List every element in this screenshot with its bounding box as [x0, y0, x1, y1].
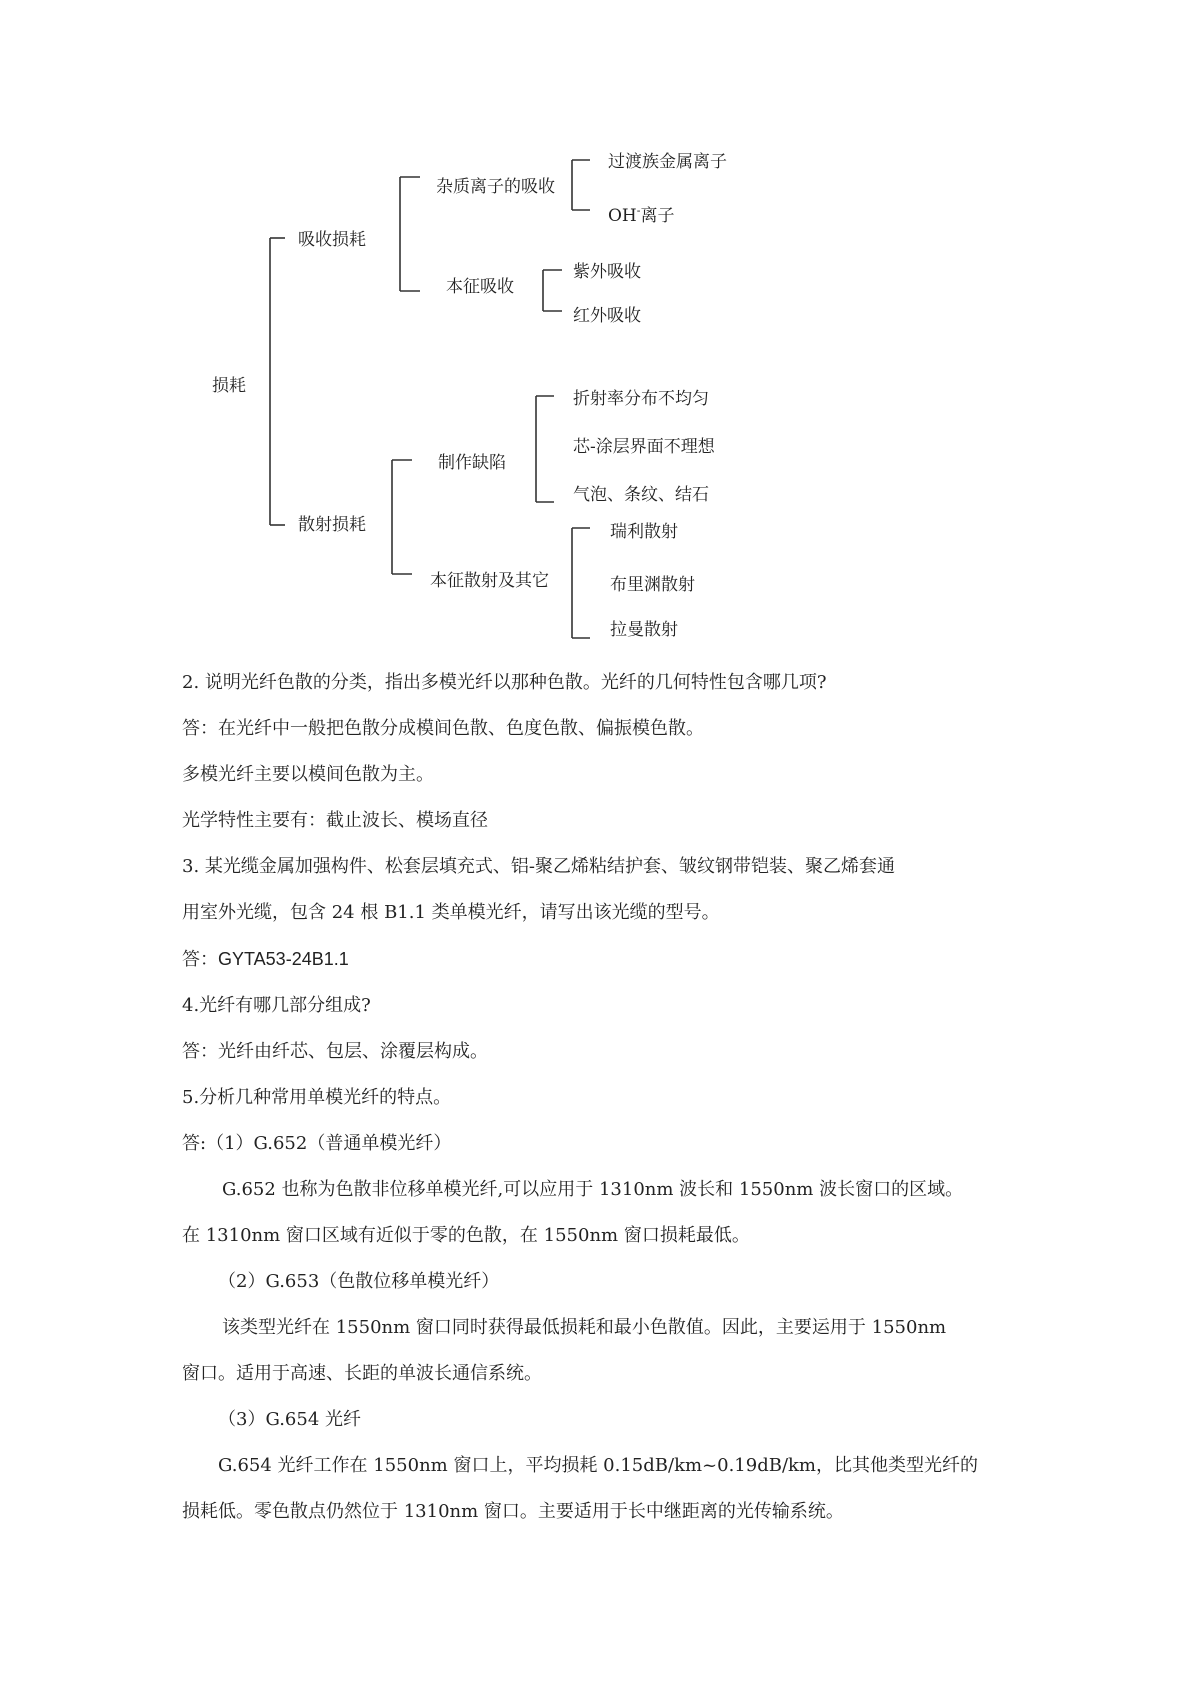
answer-5-para-1-line-1: G.652 也称为色散非位移单模光纤,可以应用于 1310nm 波长和 1550nm 波长窗口的区域。 — [222, 1179, 964, 1200]
answer-5-para-3-line-2: 损耗低。零色散点仍然位于 1310nm 窗口。主要适用于长中继距离的光传输系统。 — [182, 1501, 844, 1522]
intrinsic-absorption-label: 本征吸收 — [446, 277, 514, 297]
impurity-label: 杂质离子的吸收 — [436, 177, 555, 197]
question-4: 4.光纤有哪几部分组成? — [182, 995, 371, 1016]
uv-absorption-label: 紫外吸收 — [573, 262, 641, 282]
absorption-label: 吸收损耗 — [298, 230, 366, 250]
scattering-label: 散射损耗 — [298, 515, 366, 535]
bubbles-label: 气泡、条纹、结石 — [573, 485, 709, 505]
answer-5-para-3-line-1: G.654 光纤工作在 1550nm 窗口上，平均损耗 0.15dB/km~0.19dB/km，比其他类型光纤的 — [218, 1455, 978, 1476]
answer-2-line-1: 答：在光纤中一般把色散分成模间色散、色度色散、偏振模色散。 — [182, 718, 704, 739]
oh-ion-label: OH-离子 — [608, 204, 675, 226]
answer-5-para-2-line-2: 窗口。适用于高速、长距的单波长通信系统。 — [182, 1363, 542, 1384]
document-body — [182, 660, 1042, 1535]
answer-5-heading-2: （2）G.653（色散位移单模光纤） — [218, 1271, 500, 1292]
index-nonuniform-label: 折射率分布不均匀 — [573, 389, 709, 409]
raman-label: 拉曼散射 — [610, 620, 678, 640]
answer-3 — [182, 936, 1042, 983]
answer-5-heading-3: （3）G.654 光纤 — [218, 1409, 361, 1430]
defects-label: 制作缺陷 — [438, 453, 506, 473]
answer-3-prefix: 答： — [182, 949, 218, 970]
ir-absorption-label: 红外吸收 — [573, 306, 641, 326]
answer-5-heading-1: 答:（1）G.652（普通单模光纤） — [182, 1133, 452, 1154]
root-label: 损耗 — [212, 376, 246, 396]
rayleigh-label: 瑞利散射 — [610, 522, 678, 542]
answer-5-para-1-line-2: 在 1310nm 窗口区域有近似于零的色散，在 1550nm 窗口损耗最低。 — [182, 1225, 750, 1246]
loss-tree-diagram — [0, 0, 1191, 660]
core-cladding-label: 芯-涂层界面不理想 — [573, 437, 715, 457]
cable-model-code: GYTA53-24B1.1 — [218, 949, 349, 969]
question-3-line-1: 3. 某光缆金属加强构件、松套层填充式、铝-聚乙烯粘结护套、皱纹钢带铠装、聚乙烯套通 — [182, 856, 895, 877]
answer-2-line-2: 多模光纤主要以模间色散为主。 — [182, 764, 434, 785]
question-5: 5.分析几种常用单模光纤的特点。 — [182, 1087, 452, 1108]
answer-2-line-3: 光学特性主要有：截止波长、模场直径 — [182, 810, 488, 831]
question-2: 2. 说明光纤色散的分类，指出多模光纤以那种色散。光纤的几何特性包含哪几项? — [182, 672, 827, 693]
answer-5-para-2-line-1: 该类型光纤在 1550nm 窗口同时获得最低损耗和最小色散值。因此，主要运用于 1550nm — [222, 1317, 947, 1338]
answer-4: 答：光纤由纤芯、包层、涂覆层构成。 — [182, 1041, 488, 1062]
intrinsic-scattering-label: 本征散射及其它 — [430, 571, 549, 591]
question-3-line-2: 用室外光缆，包含 24 根 B1.1 类单模光纤，请写出该光缆的型号。 — [182, 902, 720, 923]
brillouin-label: 布里渊散射 — [610, 575, 695, 595]
transition-metal-label: 过渡族金属离子 — [608, 152, 727, 172]
